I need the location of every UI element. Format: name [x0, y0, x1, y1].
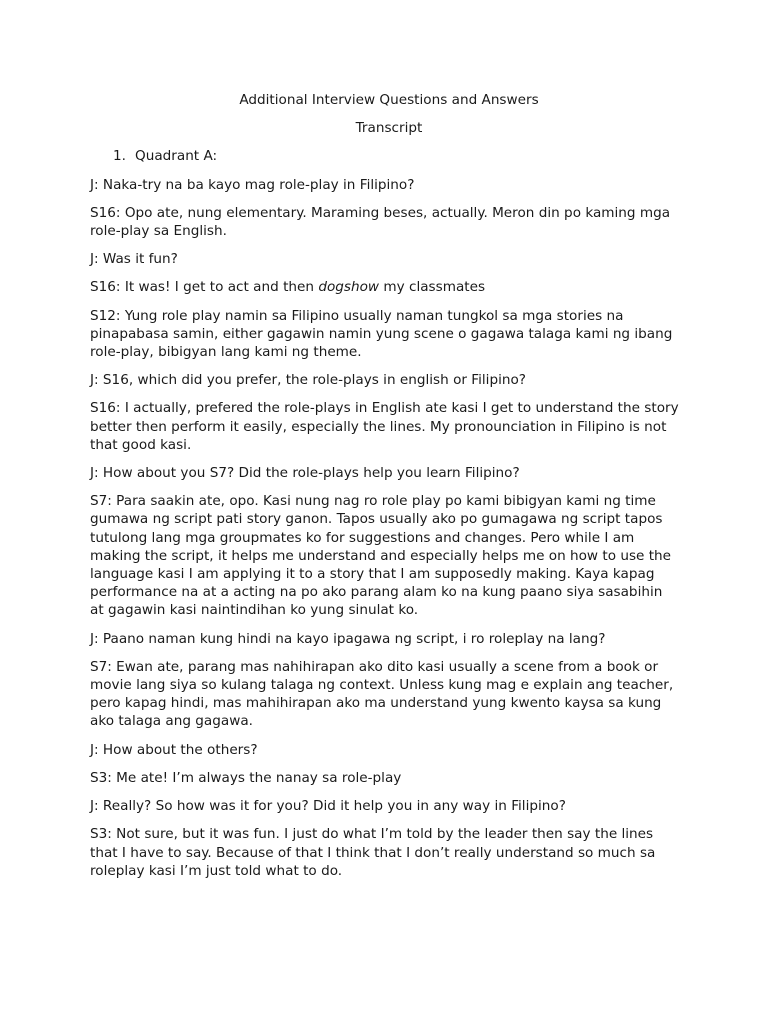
list-item-quadrant: [90, 147, 680, 165]
paragraph: J: S16, which did you prefer, the role-plays in english or Filipino?: [90, 372, 527, 389]
paragraph: S3: Not sure, but it was fun. I just do what I’m told by the leader then say the lines that I have to say. Because of that I think that I don’t really understand so much sa roleplay kasi I’m just told what to do.: [90, 826, 656, 879]
paragraph: J: Paano naman kung hindi na kayo ipagawa ng script, i ro roleplay na lang?: [90, 630, 606, 647]
paragraph: J: Really? So how was it for you? Did it help you in any way in Filipino?: [90, 798, 566, 815]
paragraph: J: How about the others?: [90, 741, 258, 758]
paragraph: S3: Me ate! I’m always the nanay sa role-play: [90, 769, 402, 786]
paragraph: J: Naka-try na ba kayo mag role-play in Filipino?: [90, 176, 415, 193]
paragraph-text: my classmates: [379, 279, 486, 296]
paragraph: S16: I actually, prefered the role-plays in English ate kasi I get to understand the story better then perform it easily, especially the lines. My pronounciation in Filipino is not that good kasi.: [90, 400, 679, 453]
list-item-label: Quadrant A:: [135, 148, 218, 165]
paragraph-text: S16: It was! I get to act and then: [90, 279, 319, 296]
document-title: Additional Interview Questions and Answers: [239, 92, 539, 108]
paragraph: [90, 278, 680, 296]
paragraph: S7: Para saakin ate, opo. Kasi nung nag ro role play po kami bibigyan kami ng time gumawa ng script pati story ganon. Tapos usually ako po gumagawa ng script tapos tutulong lang mga groupmates ko for suggestions and changes. Pero while I am making the script, it helps me understand and especially helps me on how to use the language kasi I am applying it to a story that I am supposedly making. Kaya kapag performance na at a acting na po ako parang alam ko na kung paano siya sasabihin at gagawin kasi naintindihan ko yung sinulat ko.: [90, 493, 672, 619]
paragraph: S7: Ewan ate, parang mas nahihirapan ako dito kasi usually a scene from a book or movie lang siya so kulang talaga ng context. Unless kung mag e explain ang teacher, pero kapag hindi, mas mahihirapan ako ma understand yung kwento kaysa sa kung ako talaga ang gagawa.: [90, 658, 674, 730]
italic-emphasis: dogshow: [318, 279, 380, 296]
document-body: [90, 91, 680, 890]
paragraph: J: How about you S7? Did the role-plays help you learn Filipino?: [90, 465, 520, 482]
list-item-number: 1.: [113, 148, 126, 165]
paragraph: S16: Opo ate, nung elementary. Maraming beses, actually. Meron din po kaming mga role-play sa English.: [90, 204, 671, 240]
paragraph: S12: Yung role play namin sa Filipino usually naman tungkol sa mga stories na pinapabasa samin, either gagawin namin yung scene o gagawa talaga kami ng ibang role-play, bibigyan lang kami ng theme.: [90, 307, 673, 361]
paragraph: J: Was it fun?: [90, 251, 178, 268]
document-subtitle: Transcript: [355, 120, 423, 137]
